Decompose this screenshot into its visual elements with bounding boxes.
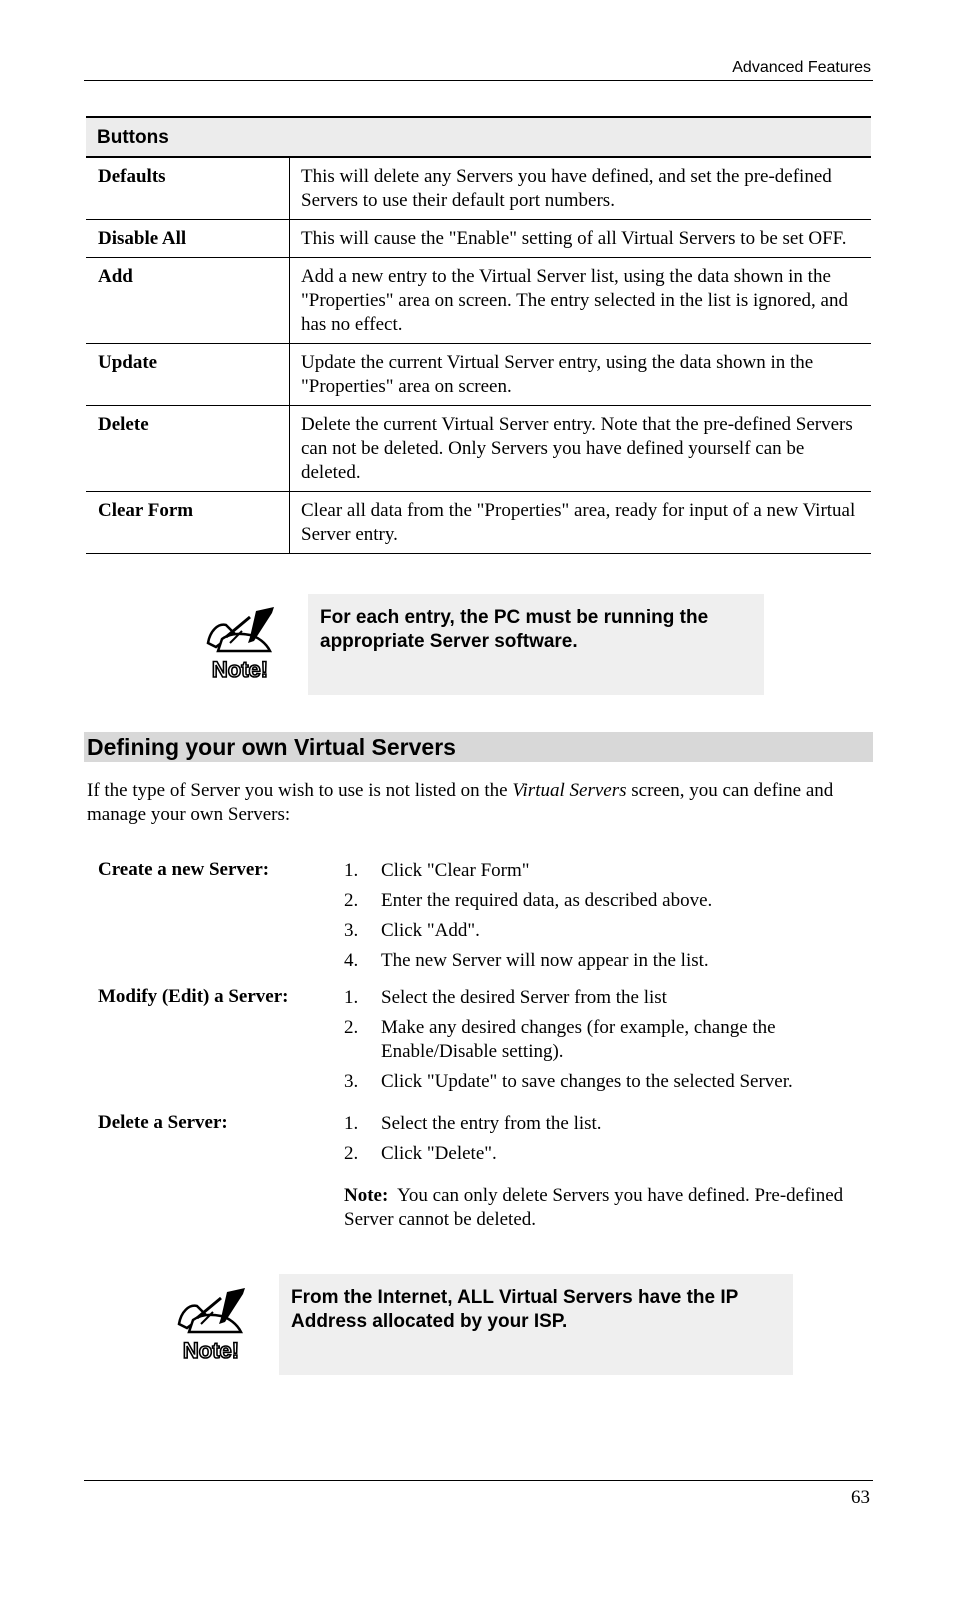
row-description-clear-form: Clear all data from the "Properties" area, ready for input of a new Virtual Server entry. — [290, 492, 872, 554]
table-row — [86, 406, 871, 492]
page-header — [84, 58, 873, 81]
intro-text-start: If the type of Server you wish to use is not listed on the — [87, 780, 513, 801]
header-title: Advanced Features — [732, 59, 871, 76]
step-text: Select the entry from the list. — [381, 1113, 602, 1134]
step-number: 2. — [344, 1143, 359, 1164]
row-description-defaults: This will delete any Servers you have defined, and set the pre-defined Servers to use their default port numbers. — [290, 157, 872, 220]
row-label-add: Add — [86, 258, 290, 344]
delete-note — [344, 1184, 844, 1232]
row-description-add: Add a new entry to the Virtual Server list, using the data shown in the "Properties" area on screen. The entry selected in the list is ignored, and has no effect. — [290, 258, 872, 344]
list-item — [344, 889, 844, 913]
note-icon — [200, 603, 280, 683]
step-text: Click "Add". — [381, 920, 480, 941]
table-row — [86, 258, 871, 344]
step-list — [344, 986, 844, 1100]
list-item — [344, 859, 844, 883]
list-item — [344, 919, 844, 943]
step-number: 3. — [344, 920, 359, 941]
buttons-table-heading: Buttons — [86, 117, 871, 157]
list-item — [344, 1112, 844, 1136]
procedure-label: Create a new Server: — [98, 859, 270, 880]
intro-text-emphasis: Virtual Servers — [512, 780, 627, 801]
row-description-update: Update the current Virtual Server entry, using the data shown in the "Properties" area on screen. — [290, 344, 872, 406]
page-number: 63 — [851, 1487, 870, 1508]
row-label-update: Update — [86, 344, 290, 406]
step-number: 1. — [344, 1113, 359, 1134]
note-label: Note: — [344, 1185, 389, 1206]
step-text: Select the desired Server from the list — [381, 987, 667, 1008]
intro-text-end: screen, you can define and manage your own Servers: — [87, 780, 834, 825]
step-list — [344, 859, 844, 979]
procedure-label: Delete a Server: — [98, 1112, 228, 1133]
note-callout — [308, 594, 764, 695]
table-row — [86, 157, 871, 220]
row-label-clear-form: Clear Form — [86, 492, 290, 554]
list-item — [344, 1016, 844, 1064]
step-text: Click "Delete". — [381, 1143, 497, 1164]
list-item — [344, 949, 844, 973]
page-footer — [84, 1480, 873, 1508]
procedure-create — [98, 859, 868, 979]
table-row — [86, 492, 871, 554]
procedure-label: Modify (Edit) a Server: — [98, 986, 289, 1007]
step-number: 1. — [344, 860, 359, 881]
step-number: 2. — [344, 890, 359, 911]
row-label-defaults: Defaults — [86, 157, 290, 220]
section-title: Defining your own Virtual Servers — [84, 732, 873, 762]
step-number: 1. — [344, 987, 359, 1008]
note-icon-label: Note! — [182, 1338, 240, 1363]
list-item — [344, 986, 844, 1010]
step-list — [344, 1112, 844, 1172]
step-text: Make any desired changes (for example, change the Enable/Disable setting). — [381, 1017, 776, 1062]
procedure-modify — [98, 986, 868, 1106]
list-item — [344, 1070, 844, 1094]
step-number: 2. — [344, 1017, 359, 1038]
step-text: Enter the required data, as described above. — [381, 890, 713, 911]
row-label-delete: Delete — [86, 406, 290, 492]
step-text: The new Server will now appear in the list. — [381, 950, 709, 971]
note-text: For each entry, the PC must be running the appropriate Server software. — [320, 607, 709, 652]
row-description-delete: Delete the current Virtual Server entry. Note that the pre-defined Servers can not be deleted. Only Servers you have defined yourself can be deleted. — [290, 406, 872, 492]
row-description-disable-all: This will cause the "Enable" setting of all Virtual Servers to be set OFF. — [290, 220, 872, 258]
procedure-delete — [98, 1112, 868, 1242]
note-body: You can only delete Servers you have defined. Pre-defined Server cannot be deleted. — [344, 1185, 844, 1230]
table-row — [86, 344, 871, 406]
step-number: 3. — [344, 1071, 359, 1092]
step-number: 4. — [344, 950, 359, 971]
note-text: From the Internet, ALL Virtual Servers have the IP Address allocated by your ISP. — [291, 1287, 738, 1332]
row-label-disable-all: Disable All — [86, 220, 290, 258]
note-icon — [171, 1284, 251, 1364]
note-callout — [279, 1274, 793, 1375]
buttons-table — [86, 116, 871, 554]
intro-paragraph — [87, 779, 873, 827]
table-row — [86, 220, 871, 258]
note-icon-label: Note! — [211, 657, 269, 682]
step-text: Click "Clear Form" — [381, 860, 530, 881]
step-text: Click "Update" to save changes to the selected Server. — [381, 1071, 793, 1092]
list-item — [344, 1142, 844, 1166]
